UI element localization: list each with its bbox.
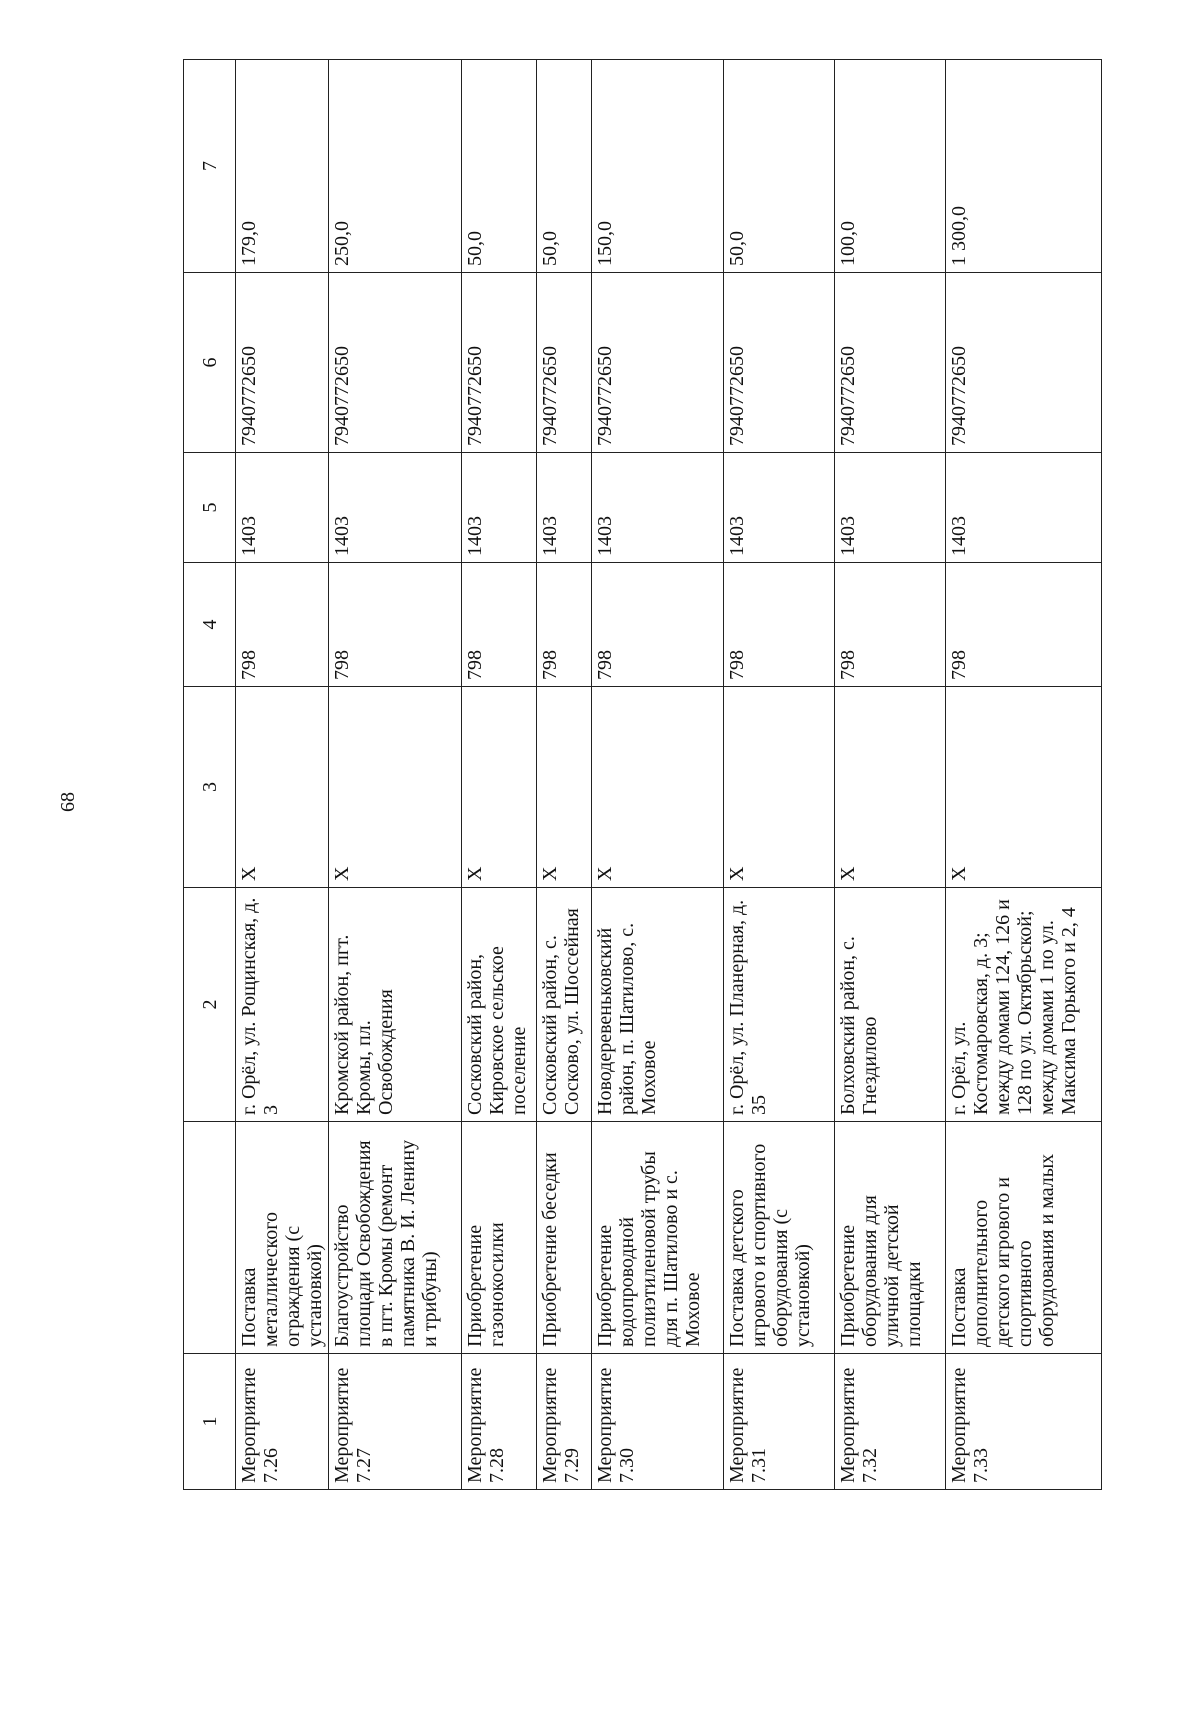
col5-cell: 1403	[835, 453, 946, 563]
col3-cell: X	[724, 687, 835, 888]
header-cell: 7	[184, 60, 236, 273]
budget-table-rotated	[183, 60, 1100, 1490]
col3-cell: X	[329, 687, 462, 888]
header-row	[184, 60, 236, 1490]
event-id-cell: Мероприятие 7.26	[236, 1354, 329, 1490]
amount-cell: 1 300,0	[946, 60, 1102, 273]
col3-cell: X	[537, 687, 592, 888]
col4-cell: 798	[592, 563, 724, 687]
event-id-cell: Мероприятие 7.33	[946, 1354, 1102, 1490]
col3-cell: X	[835, 687, 946, 888]
col5-cell: 1403	[592, 453, 724, 563]
col5-cell: 1403	[946, 453, 1102, 563]
address-cell: г. Орёл, ул. Планерная, д. 35	[724, 888, 835, 1122]
event-name-cell: Приобретение оборудования для уличной детской площадки	[835, 1122, 946, 1354]
col5-cell: 1403	[462, 453, 537, 563]
table-row	[592, 60, 724, 1490]
event-id-cell: Мероприятие 7.28	[462, 1354, 537, 1490]
event-id-cell: Мероприятие 7.32	[835, 1354, 946, 1490]
event-name-cell: Поставка металлического ограждения (с установкой)	[236, 1122, 329, 1354]
table-row	[329, 60, 462, 1490]
amount-cell: 50,0	[537, 60, 592, 273]
budget-table	[183, 59, 1102, 1490]
header-cell: 1	[184, 1354, 236, 1490]
header-cell: 4	[184, 563, 236, 687]
col5-cell: 1403	[236, 453, 329, 563]
event-name-cell: Поставка дополнительного детского игрового и спортивного оборудования и малых	[946, 1122, 1102, 1354]
table-row	[462, 60, 537, 1490]
col4-cell: 798	[537, 563, 592, 687]
col3-cell: X	[462, 687, 537, 888]
amount-cell: 50,0	[462, 60, 537, 273]
header-cell: 6	[184, 273, 236, 453]
col6-cell: 7940772650	[592, 273, 724, 453]
event-name-cell: Приобретение водопроводной полиэтиленовой трубы для п. Шатилово и с. Моховое	[592, 1122, 724, 1354]
event-name-cell: Приобретение газонокосилки	[462, 1122, 537, 1354]
amount-cell: 100,0	[835, 60, 946, 273]
event-name-cell: Поставка детского игрового и спортивного оборудования (с установкой)	[724, 1122, 835, 1354]
event-id-cell: Мероприятие 7.31	[724, 1354, 835, 1490]
table-row	[946, 60, 1102, 1490]
col5-cell: 1403	[537, 453, 592, 563]
event-name-cell: Благоустройство площади Освобождения в пгт. Кромы (ремонт памятника В. И. Ленину и трибуны)	[329, 1122, 462, 1354]
header-cell: 3	[184, 687, 236, 888]
table-row	[236, 60, 329, 1490]
col4-cell: 798	[946, 563, 1102, 687]
page-number: 68	[57, 792, 79, 812]
col4-cell: 798	[724, 563, 835, 687]
col4-cell: 798	[329, 563, 462, 687]
col4-cell: 798	[835, 563, 946, 687]
table-row	[537, 60, 592, 1490]
col6-cell: 7940772650	[462, 273, 537, 453]
col6-cell: 7940772650	[835, 273, 946, 453]
header-cell	[184, 1122, 236, 1354]
address-cell: Болховский район, с. Гнездилово	[835, 888, 946, 1122]
table-row	[724, 60, 835, 1490]
event-name-cell: Приобретение беседки	[537, 1122, 592, 1354]
amount-cell: 179,0	[236, 60, 329, 273]
event-id-cell: Мероприятие 7.27	[329, 1354, 462, 1490]
col6-cell: 7940772650	[946, 273, 1102, 453]
address-cell: г. Орёл, ул. Костомаровская, д. 3; между домами 124, 126 и 128 по ул. Октябрьской; между домами 1 по ул. Максима Горького и 2, 4	[946, 888, 1102, 1122]
col4-cell: 798	[462, 563, 537, 687]
amount-cell: 150,0	[592, 60, 724, 273]
address-cell: Сосковский район, с. Сосково, ул. Шоссейная	[537, 888, 592, 1122]
col3-cell: X	[592, 687, 724, 888]
col6-cell: 7940772650	[236, 273, 329, 453]
amount-cell: 250,0	[329, 60, 462, 273]
col6-cell: 7940772650	[724, 273, 835, 453]
address-cell: Сосковский район, Кировское сельское поселение	[462, 888, 537, 1122]
col4-cell: 798	[236, 563, 329, 687]
col6-cell: 7940772650	[537, 273, 592, 453]
amount-cell: 50,0	[724, 60, 835, 273]
address-cell: г. Орёл, ул. Рощинская, д. 3	[236, 888, 329, 1122]
col3-cell: X	[236, 687, 329, 888]
event-id-cell: Мероприятие 7.30	[592, 1354, 724, 1490]
header-cell: 5	[184, 453, 236, 563]
address-cell: Кромской район, пгт. Кромы, пл. Освобождения	[329, 888, 462, 1122]
col5-cell: 1403	[724, 453, 835, 563]
event-id-cell: Мероприятие 7.29	[537, 1354, 592, 1490]
table-row	[835, 60, 946, 1490]
header-cell: 2	[184, 888, 236, 1122]
col6-cell: 7940772650	[329, 273, 462, 453]
col3-cell: X	[946, 687, 1102, 888]
col5-cell: 1403	[329, 453, 462, 563]
address-cell: Новодеревеньковский район, п. Шатилово, с. Моховое	[592, 888, 724, 1122]
